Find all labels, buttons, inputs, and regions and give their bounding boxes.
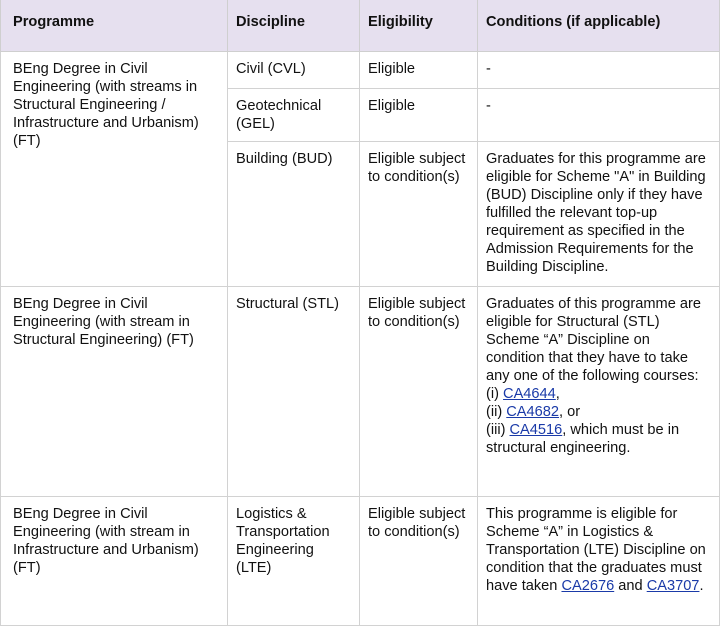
conditions-end: . (699, 577, 704, 594)
programme-cell: BEng Degree in Civil Engineering (with stream in Structural Engineering) (FT) (1, 286, 228, 496)
discipline-cell: Building (BUD) (228, 141, 360, 286)
conditions-cell: - (478, 51, 720, 88)
conditions-cell: - (478, 88, 720, 141)
discipline-cell: Logistics & Transportation Engineering (LTE) (228, 496, 360, 625)
course-link-ca4516[interactable]: CA4516 (509, 421, 563, 438)
course-link-ca2676[interactable]: CA2676 (561, 577, 615, 594)
eligibility-cell: Eligible subject to condition(s) (360, 496, 478, 625)
course-option (486, 421, 711, 457)
header-conditions: Conditions (if applicable) (478, 0, 720, 51)
option-prefix: (ii) (486, 403, 507, 420)
table-row (1, 286, 720, 496)
table-row (1, 51, 720, 88)
course-link-ca4682[interactable]: CA4682 (506, 403, 560, 420)
programme-cell: BEng Degree in Civil Engineering (with streams in Structural Engineering / Infrastructure and Urbanism) (FT) (1, 51, 228, 286)
course-option (486, 403, 711, 421)
conditions-intro: Graduates of this programme are eligible for Structural (STL) Scheme “A” Discipline on condition that they have to take any one of the following courses: (486, 295, 701, 384)
conditions-cell: Graduates for this programme are eligible for Scheme "A" in Building (BUD) Discipline only if they have fulfilled the relevant top-up requirement as specified in the Admission Requirements for the Building Discipline. (478, 141, 720, 286)
conditions-joiner: and (614, 577, 647, 594)
option-suffix: , or (559, 403, 581, 420)
header-discipline: Discipline (228, 0, 360, 51)
eligibility-cell: Eligible subject to condition(s) (360, 141, 478, 286)
eligibility-cell: Eligible subject to condition(s) (360, 286, 478, 496)
conditions-text: This programme is eligible for Scheme “A” in Logistics & Transportation (LTE) Discipline on condition that the graduates must have taken (486, 505, 706, 594)
eligibility-cell: Eligible (360, 51, 478, 88)
table-header-row (1, 0, 720, 51)
discipline-cell: Structural (STL) (228, 286, 360, 496)
eligibility-cell: Eligible (360, 88, 478, 141)
option-suffix: , which must be in structural engineering. (486, 421, 680, 456)
course-link-ca4644[interactable]: CA4644 (503, 385, 556, 402)
course-link-ca3707[interactable]: CA3707 (646, 577, 700, 594)
header-programme: Programme (1, 0, 228, 51)
option-prefix: (i) (486, 385, 504, 402)
conditions-cell (478, 496, 720, 625)
header-eligibility: Eligibility (360, 0, 478, 51)
course-option (486, 385, 711, 403)
programme-cell: BEng Degree in Civil Engineering (with stream in Infrastructure and Urbanism) (FT) (1, 496, 228, 625)
table-row (1, 496, 720, 625)
conditions-cell (478, 286, 720, 496)
discipline-cell: Geotechnical (GEL) (228, 88, 360, 141)
discipline-cell: Civil (CVL) (228, 51, 360, 88)
option-suffix: , (555, 385, 560, 402)
option-prefix: (iii) (486, 421, 510, 438)
